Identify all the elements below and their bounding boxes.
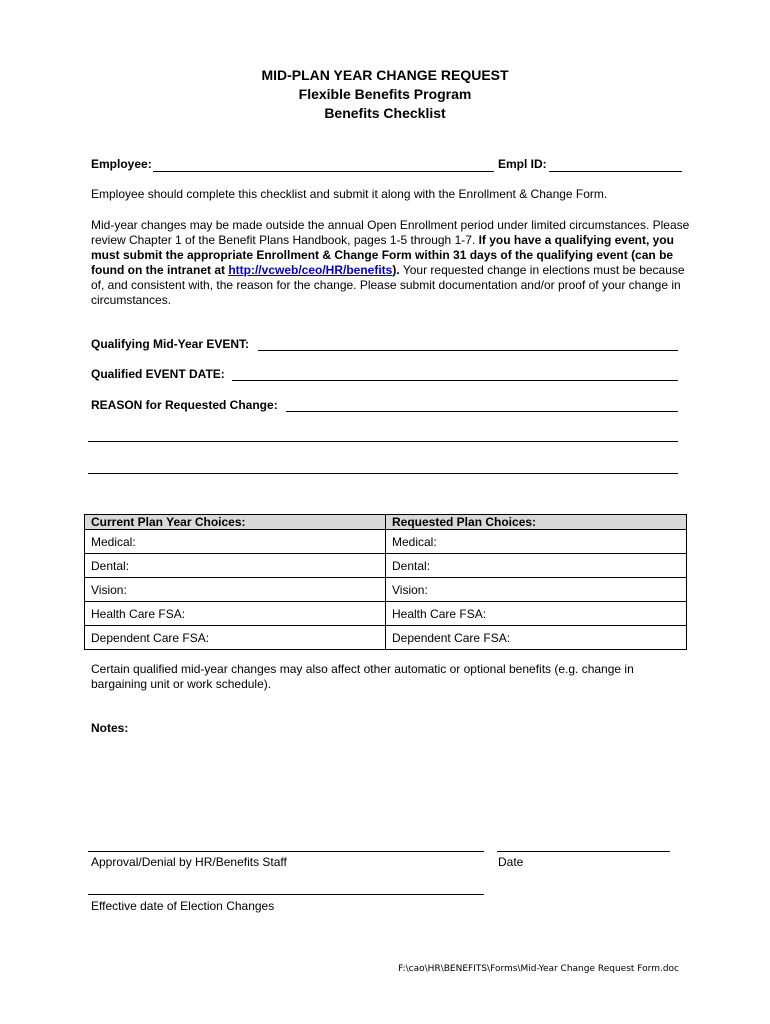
table-header-row [85,515,687,530]
event-date-label: Qualified EVENT DATE: [91,367,225,381]
approval-signature-line[interactable] [88,851,484,852]
table-row [85,530,687,554]
benefits-note: Certain qualified mid-year changes may also affect other automatic or optional benefits (e.g. change in bargaining unit or work schedule). [91,662,634,691]
requested-plan-header: Requested Plan Choices: [386,515,687,530]
requested-medical[interactable]: Medical: [386,530,687,554]
reason-line-2[interactable] [88,441,678,442]
reason-label: REASON for Requested Change: [91,398,278,412]
effective-date-label: Effective date of Election Changes [91,899,275,913]
table-row [85,578,687,602]
title-line-1: MID-PLAN YEAR CHANGE REQUEST [261,67,509,83]
requested-vision[interactable]: Vision: [386,578,687,602]
current-plan-header: Current Plan Year Choices: [85,515,386,530]
title-line-2: Flexible Benefits Program [298,86,472,102]
requested-dental[interactable]: Dental: [386,554,687,578]
requested-health-fsa[interactable]: Health Care FSA: [386,602,687,626]
reason-line-3[interactable] [88,473,678,474]
current-vision[interactable]: Vision: [85,578,386,602]
file-path-footer: F:\cao\HR\BENEFITS\Forms\Mid-Year Change Request Form.doc [398,964,679,974]
qualifying-event-label: Qualifying Mid-Year EVENT: [91,337,250,351]
table-row [85,626,687,650]
current-dental[interactable]: Dental: [85,554,386,578]
employee-field[interactable] [153,171,494,172]
effective-date-line[interactable] [88,894,484,895]
mid-year-paragraph [91,218,691,308]
table-row [85,602,687,626]
paragraph-intro: Mid-year changes may be made outside the annual Open Enrollment period under limited circumstances. Please review Chapter 1 of the Benefit Plans Handbook, pages 1-5 through 1-7. [91,218,690,247]
intranet-link[interactable]: http://vcweb/ceo/HR/benefits [228,263,393,277]
notes-label: Notes: [91,721,129,735]
current-health-fsa[interactable]: Health Care FSA: [85,602,386,626]
plan-choices-table [84,514,687,650]
empl-id-label: Empl ID: [498,157,547,171]
current-medical[interactable]: Medical: [85,530,386,554]
table-row [85,554,687,578]
event-date-field[interactable] [232,380,678,381]
empl-id-field[interactable] [549,171,682,172]
title-line-3: Benefits Checklist [324,105,446,121]
paragraph-bold: If you have a qualifying event, you must submit the appropriate Enrollment & Change Form within 31 days of the qualifying event (can be found on the intranet at [91,233,674,277]
paragraph-bold-end: ). [392,263,400,277]
qualifying-event-field[interactable] [258,350,678,351]
instruction-line: Employee should complete this checklist and submit it along with the Enrollment & Change Form. [91,187,608,201]
employee-label: Employee: [91,157,152,171]
current-dependent-fsa[interactable]: Dependent Care FSA: [85,626,386,650]
requested-dependent-fsa[interactable]: Dependent Care FSA: [386,626,687,650]
approval-label: Approval/Denial by HR/Benefits Staff [91,855,287,869]
paragraph-end: Your requested change in elections must be because of, and consistent with, the reason for the change. Please submit documentation and/or proof of your change in circumstances. [91,263,685,307]
reason-field[interactable] [286,411,678,412]
date-label: Date [498,855,524,869]
date-signature-line[interactable] [497,851,670,852]
form-title [0,66,770,123]
